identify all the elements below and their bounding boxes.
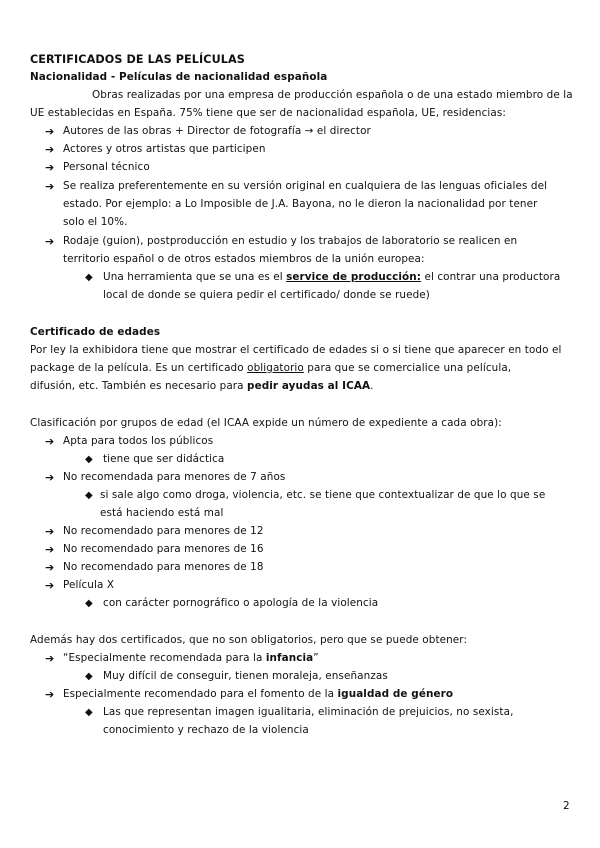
infancia-term: infancia [265, 652, 314, 664]
arrow-bullet-icon: ➔ [45, 125, 55, 138]
arrow-bullet-icon: ➔ [45, 543, 55, 556]
arrow-bullet-icon: ➔ [45, 161, 55, 174]
diamond-bullet-icon: ◆ [85, 490, 93, 501]
edad-grupo-4: No recomendado para menores de 16 [63, 543, 264, 555]
arrow-bullet-icon: ➔ [45, 688, 55, 701]
subitem-text: Una herramienta que se una es el [103, 271, 287, 283]
clasificacion-intro: Clasificación por grupos de edad (el ICAA expide un número de expediente a cada obra): [30, 417, 502, 429]
certificado-text: ” [313, 652, 319, 664]
nacionalidad-subitem-line1 [103, 271, 560, 284]
edad-grupo-3: No recomendado para menores de 12 [63, 525, 264, 537]
nacionalidad-item-3: Personal técnico [63, 161, 150, 173]
nacionalidad-item-5-line2: territorio español o de otros estados miembros de la unión europea: [63, 253, 425, 265]
nacionalidad-para-line1: Obras realizadas por una empresa de producción española o de una estado miembro de la [92, 89, 573, 101]
edad-grupo-2: No recomendada para menores de 7 años [63, 471, 286, 483]
edades-heading: Certificado de edades [30, 326, 161, 338]
diamond-bullet-icon: ◆ [85, 707, 93, 718]
edad-grupo-1-detalle: tiene que ser didáctica [103, 453, 225, 465]
arrow-bullet-icon: ➔ [45, 652, 55, 665]
certificado-text: “Especialmente recomendada para la [63, 652, 266, 664]
subitem-text: el contrar una productora [421, 271, 561, 283]
ayudas-icaa-term: pedir ayudas al ICAA [247, 380, 371, 392]
otro-certificado-1 [63, 652, 319, 665]
nacionalidad-item-4-line2: estado. Por ejemplo: a Lo Imposible de J.A. Bayona, no le dieron la nacionalidad por tener [63, 198, 538, 210]
diamond-bullet-icon: ◆ [85, 272, 93, 283]
edad-grupo-2-detalle-line1: si sale algo como droga, violencia, etc. se tiene que contextualizar de que lo que se [100, 489, 546, 501]
obligatorio-term: obligatorio [247, 362, 304, 374]
edad-grupo-6-detalle: con carácter pornográfico o apología de la violencia [103, 597, 379, 609]
page-title: CERTIFICADOS DE LAS PELÍCULAS [30, 53, 245, 66]
arrow-bullet-icon: ➔ [45, 525, 55, 538]
nacionalidad-para-line2: UE establecidas en España. 75% tiene que ser de nacionalidad española, UE, residencias: [30, 107, 506, 119]
otro-certificado-2 [63, 688, 453, 701]
nacionalidad-item-4-line1: Se realiza preferentemente en su versión original en cualquiera de las lenguas oficiales del [63, 180, 548, 192]
arrow-bullet-icon: ➔ [45, 579, 55, 592]
edades-para-line3 [30, 380, 374, 393]
igualdad-genero-term: igualdad de género [337, 688, 454, 700]
nacionalidad-subitem-line2: local de donde se quiera pedir el certificado/ donde se ruede) [103, 289, 430, 301]
edad-grupo-2-detalle-line2: está haciendo está mal [100, 507, 224, 519]
arrow-bullet-icon: ➔ [45, 561, 55, 574]
para-text: . [370, 380, 374, 392]
nacionalidad-item-1: Autores de las obras + Director de fotografía → el director [63, 125, 371, 137]
page-number: 2 [563, 800, 570, 812]
certificado-text: Especialmente recomendado para el fomento de la [63, 688, 338, 700]
diamond-bullet-icon: ◆ [85, 454, 93, 465]
otro-certificado-2-detalle-line1: Las que representan imagen igualitaria, eliminación de prejuicios, no sexista, [103, 706, 514, 718]
para-text: para que se comercialice una película, [303, 362, 512, 374]
nacionalidad-item-4-line3: solo el 10%. [63, 216, 128, 228]
diamond-bullet-icon: ◆ [85, 671, 93, 682]
nacionalidad-heading: Nacionalidad - Películas de nacionalidad española [30, 71, 328, 83]
edad-grupo-1: Apta para todos los públicos [63, 435, 214, 447]
nacionalidad-item-5-line1: Rodaje (guion), postproducción en estudio y los trabajos de laboratorio se realicen en [63, 235, 518, 247]
arrow-bullet-icon: ➔ [45, 471, 55, 484]
arrow-bullet-icon: ➔ [45, 435, 55, 448]
para-text: difusión, etc. También es necesario para [30, 380, 248, 392]
diamond-bullet-icon: ◆ [85, 598, 93, 609]
para-text: package de la película. Es un certificado [30, 362, 248, 374]
arrow-bullet-icon: ➔ [45, 180, 55, 193]
otros-intro: Además hay dos certificados, que no son obligatorios, pero que se puede obtener: [30, 634, 468, 646]
nacionalidad-item-2: Actores y otros artistas que participen [63, 143, 266, 155]
arrow-bullet-icon: ➔ [45, 235, 55, 248]
arrow-bullet-icon: ➔ [45, 143, 55, 156]
edad-grupo-5: No recomendado para menores de 18 [63, 561, 264, 573]
edades-para-line1: Por ley la exhibidora tiene que mostrar el certificado de edades si o si tiene que aparecer en todo el [30, 344, 562, 356]
edad-grupo-6: Película X [63, 579, 115, 591]
otro-certificado-1-detalle: Muy difícil de conseguir, tienen moraleja, enseñanzas [103, 670, 388, 682]
otro-certificado-2-detalle-line2: conocimiento y rechazo de la violencia [103, 724, 309, 736]
service-produccion-term: service de producción: [286, 271, 422, 283]
edades-para-line2 [30, 362, 511, 375]
